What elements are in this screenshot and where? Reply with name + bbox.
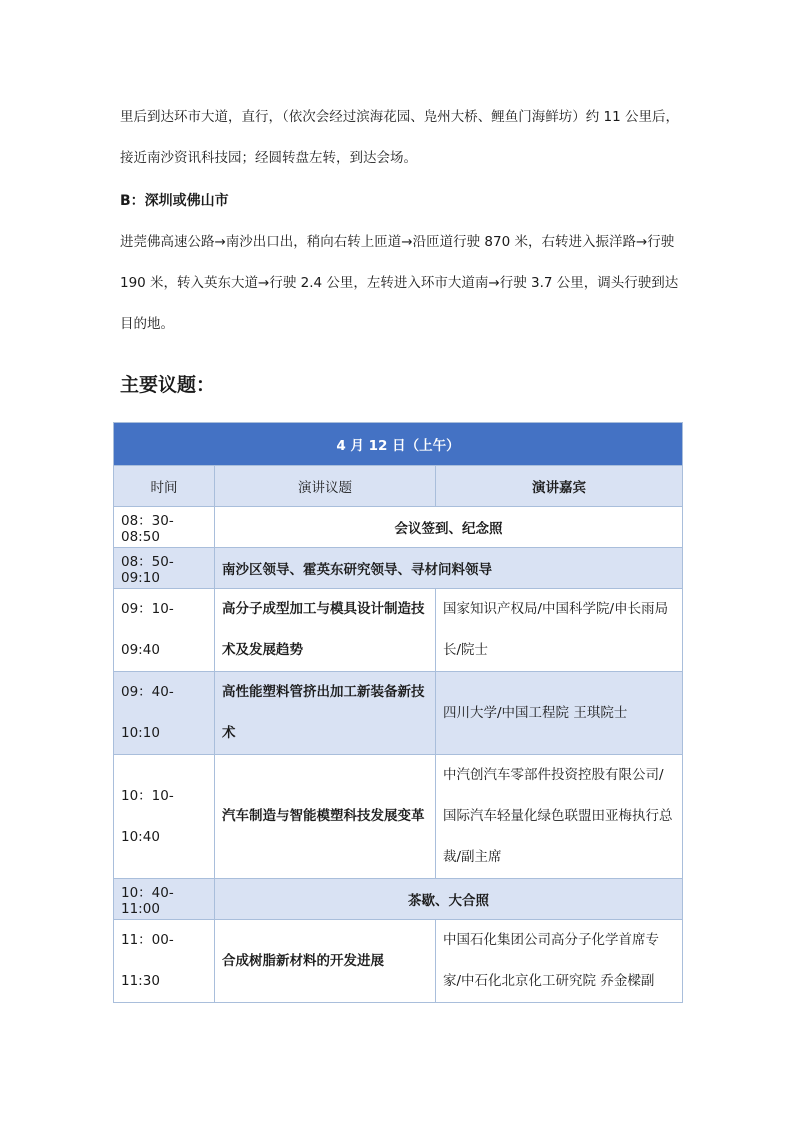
row-topic: 高分子成型加工与模具设计制造技术及发展趋势 <box>215 589 436 672</box>
table-title-row <box>114 423 683 466</box>
row-merged: 会议签到、纪念照 <box>215 507 683 548</box>
row-topic: 汽车制造与智能模塑科技发展变革 <box>215 755 436 879</box>
row-topic: 高性能塑料管挤出加工新装备新技术 <box>215 672 436 755</box>
row-speaker: 四川大学/中国工程院 王琪院士 <box>436 672 683 755</box>
row-time: 10：10-10:40 <box>114 755 215 879</box>
header-time: 时间 <box>114 466 215 507</box>
table-row <box>114 879 683 920</box>
route-b-text: 进莞佛高速公路→南沙出口出，稍向右转上匝道→沿匝道行驶 870 米，右转进入振洋路→行驶 190 米，转入英东大道→行驶 2.4 公里，左转进入环市大道南→行驶 3.7 公里，调头行驶到达目的地。 <box>120 234 679 332</box>
table-row <box>114 589 683 672</box>
row-speaker: 中汽创汽车零部件投资控股有限公司/国际汽车轻量化绿色联盟田亚梅执行总裁/副主席 <box>436 755 683 879</box>
row-time: 10：40-11:00 <box>114 879 215 920</box>
table-row <box>114 755 683 879</box>
table-row <box>114 548 683 589</box>
row-speaker: 中国石化集团公司高分子化学首席专家/中石化北京化工研究院 乔金樑副 <box>436 920 683 1003</box>
header-topic: 演讲议题 <box>215 466 436 507</box>
table-row <box>114 507 683 548</box>
row-speaker: 国家知识产权局/中国科学院/申长雨局长/院士 <box>436 589 683 672</box>
table-row <box>114 672 683 755</box>
table-header-row <box>114 466 683 507</box>
intro-paragraph: 里后到达环市大道，直行，（依次会经过滨海花园、凫州大桥、鲤鱼门海鲜坊）约 11 公里后，接近南沙资讯科技园；经圆转盘左转，到达会场。 <box>120 109 680 166</box>
table-row <box>114 920 683 1003</box>
header-speaker: 演讲嘉宾 <box>436 466 683 507</box>
row-time: 11：00-11:30 <box>114 920 215 1003</box>
row-topic: 合成树脂新材料的开发进展 <box>215 920 436 1003</box>
row-merged: 茶歇、大合照 <box>215 879 683 920</box>
row-time: 08：30-08:50 <box>114 507 215 548</box>
agenda-table <box>113 422 683 1003</box>
row-topic: 南沙区领导、霍英东研究领导、寻材问料领导 <box>215 548 683 589</box>
agenda-heading: 主要议题： <box>120 374 216 396</box>
row-time: 09：40-10:10 <box>114 672 215 755</box>
table-title: 4 月 12 日（上午） <box>114 423 683 466</box>
route-b-heading: B：深圳或佛山市 <box>120 193 229 209</box>
row-time: 08：50-09:10 <box>114 548 215 589</box>
row-time: 09：10-09:40 <box>114 589 215 672</box>
